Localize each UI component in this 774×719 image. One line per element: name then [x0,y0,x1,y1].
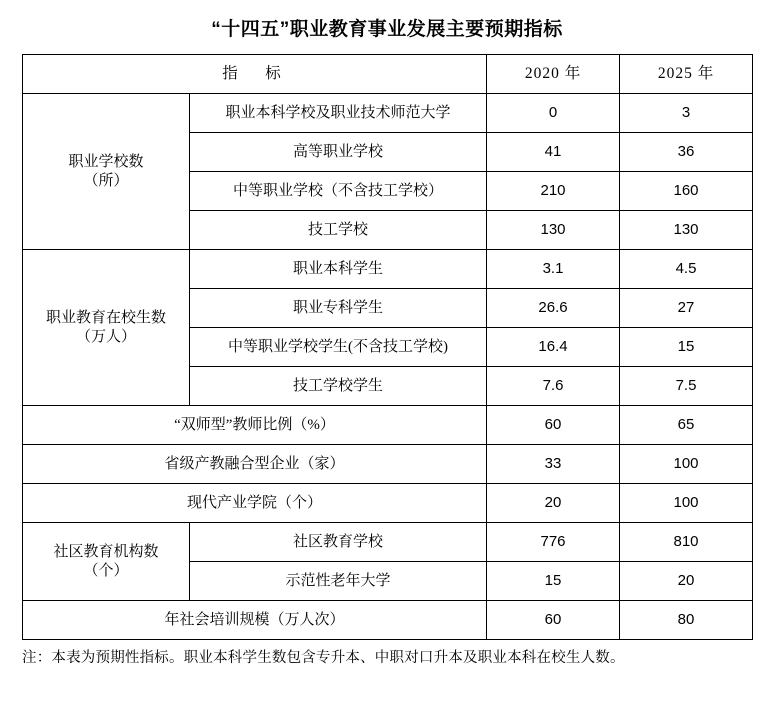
row-value-2020: 15 [487,562,620,601]
row-item-label: 中等职业学校（不含技工学校） [190,172,487,211]
row-value-2025: 7.5 [620,367,753,406]
group-label-line1: 社区教育机构数 [53,543,159,560]
row-value-2020: 210 [487,172,620,211]
row-item-label: 高等职业学校 [190,133,487,172]
row-value-2020: 20 [487,484,620,523]
row-value-2020: 41 [487,133,620,172]
table-header [23,55,753,94]
row-value-2025: 4.5 [620,250,753,289]
table-row [23,523,753,562]
header-row [23,55,753,94]
row-item-label: 年社会培训规模（万人次） [23,601,487,640]
metrics-table [22,54,753,640]
group-label-community [23,523,190,601]
table-row [23,601,753,640]
row-value-2020: 60 [487,601,620,640]
row-value-2020: 130 [487,211,620,250]
row-item-label: 技工学校 [190,211,487,250]
row-value-2025: 3 [620,94,753,133]
group-label-line1: 职业学校数 [68,153,144,170]
page-title: “十四五”职业教育事业发展主要预期指标 [211,19,563,40]
row-value-2020: 776 [487,523,620,562]
group-label-line2: （万人） [75,328,136,345]
row-value-2020: 3.1 [487,250,620,289]
column-header-2020: 2020 年 [487,55,620,94]
row-value-2025: 130 [620,211,753,250]
row-item-label: 中等职业学校学生(不含技工学校) [190,328,487,367]
group-label-line2: （个） [83,562,129,579]
table-row [23,484,753,523]
row-item-label: 职业本科学生 [190,250,487,289]
row-value-2025: 15 [620,328,753,367]
row-value-2025: 36 [620,133,753,172]
row-value-2025: 810 [620,523,753,562]
row-value-2020: 60 [487,406,620,445]
row-value-2020: 26.6 [487,289,620,328]
row-value-2025: 80 [620,601,753,640]
table-body [23,94,753,640]
row-value-2020: 33 [487,445,620,484]
row-item-label: “双师型”教师比例（%） [23,406,487,445]
row-item-label: 技工学校学生 [190,367,487,406]
row-value-2025: 100 [620,445,753,484]
row-value-2025: 65 [620,406,753,445]
row-value-2020: 16.4 [487,328,620,367]
row-item-label: 示范性老年大学 [190,562,487,601]
row-value-2025: 27 [620,289,753,328]
column-header-indicator: 指 标 [23,55,487,94]
row-item-label: 社区教育学校 [190,523,487,562]
row-item-label: 职业本科学校及职业技术师范大学 [190,94,487,133]
group-label-schools [23,94,190,250]
column-header-2025: 2025 年 [620,55,753,94]
table-row [23,250,753,289]
group-label-students [23,250,190,406]
row-value-2025: 100 [620,484,753,523]
group-label-line2: （所） [83,172,129,189]
row-item-label: 省级产教融合型企业（家） [23,445,487,484]
row-item-label: 职业专科学生 [190,289,487,328]
table-note: 注：本表为预期性指标。职业本科学生数包含专升本、中职对口升本及职业本科在校生人数。 [22,650,625,666]
group-label-line1: 职业教育在校生数 [45,309,166,326]
table-row [23,445,753,484]
row-value-2020: 0 [487,94,620,133]
row-value-2020: 7.6 [487,367,620,406]
table-row [23,406,753,445]
row-item-label: 现代产业学院（个） [23,484,487,523]
row-value-2025: 160 [620,172,753,211]
row-value-2025: 20 [620,562,753,601]
table-row [23,94,753,133]
